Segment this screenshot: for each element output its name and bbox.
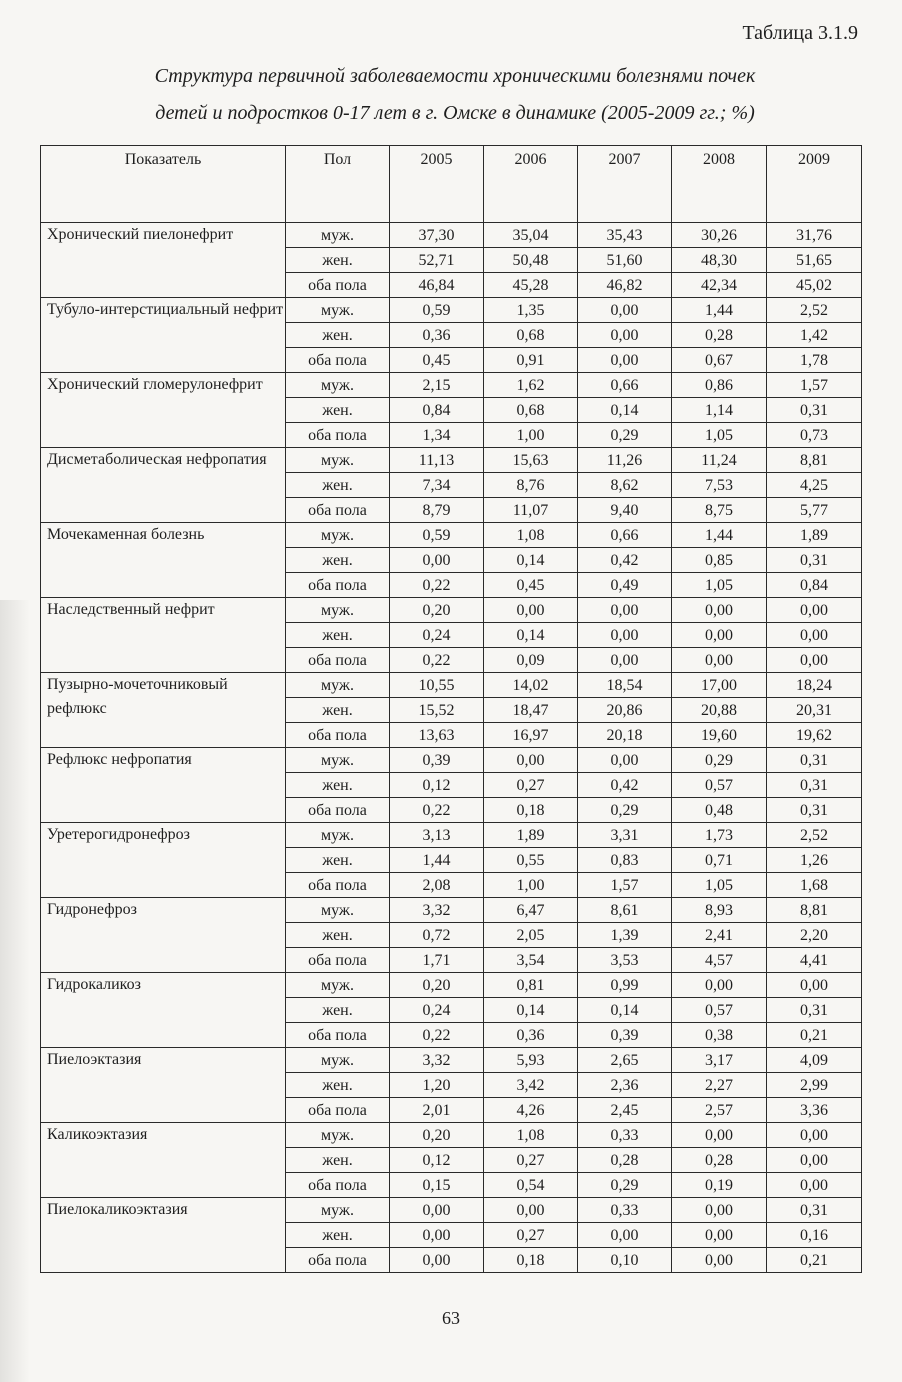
value-cell: 46,82 [578,273,672,298]
sex-cell: жен. [286,398,390,423]
value-cell: 2,20 [767,923,862,948]
value-cell: 1,34 [390,423,484,448]
value-cell: 0,28 [672,1148,767,1173]
value-cell: 42,34 [672,273,767,298]
sex-cell: муж. [286,673,390,698]
sex-cell: муж. [286,598,390,623]
value-cell: 0,20 [390,1123,484,1148]
value-cell: 1,73 [672,823,767,848]
value-cell: 0,00 [767,598,862,623]
value-cell: 1,44 [672,523,767,548]
value-cell: 4,57 [672,948,767,973]
value-cell: 0,33 [578,1198,672,1223]
value-cell: 0,14 [484,623,578,648]
value-cell: 19,62 [767,723,862,748]
value-cell: 0,31 [767,1198,862,1223]
sex-cell: оба пола [286,273,390,298]
value-cell: 5,77 [767,498,862,523]
value-cell: 8,81 [767,448,862,473]
value-cell: 0,22 [390,1023,484,1048]
value-cell: 0,00 [578,648,672,673]
value-cell: 0,71 [672,848,767,873]
value-cell: 0,00 [390,1223,484,1248]
value-cell: 0,22 [390,798,484,823]
value-cell: 1,00 [484,873,578,898]
table-row [41,898,862,923]
value-cell: 0,00 [672,1248,767,1273]
value-cell: 5,93 [484,1048,578,1073]
header-year: 2005 [390,146,484,223]
value-cell: 3,53 [578,948,672,973]
page-number: 63 [442,1308,460,1328]
value-cell: 0,54 [484,1173,578,1198]
sex-cell: муж. [286,523,390,548]
indicator-cell: Дисметаболическая нефропатия [41,448,286,523]
value-cell: 8,75 [672,498,767,523]
value-cell: 0,24 [390,623,484,648]
table-row [41,673,862,698]
value-cell: 0,00 [578,598,672,623]
value-cell: 0,68 [484,323,578,348]
value-cell: 15,52 [390,698,484,723]
sex-cell: жен. [286,1148,390,1173]
value-cell: 7,34 [390,473,484,498]
sex-cell: муж. [286,373,390,398]
header-row [41,146,862,223]
indicator-cell: Наследственный нефрит [41,598,286,673]
value-cell: 2,05 [484,923,578,948]
value-cell: 17,00 [672,673,767,698]
value-cell: 0,48 [672,798,767,823]
value-cell: 15,63 [484,448,578,473]
sex-cell: муж. [286,898,390,923]
value-cell: 1,57 [767,373,862,398]
value-cell: 3,36 [767,1098,862,1123]
sex-cell: оба пола [286,348,390,373]
value-cell: 0,21 [767,1248,862,1273]
value-cell: 0,31 [767,398,862,423]
table-row [41,1123,862,1148]
value-cell: 0,00 [672,623,767,648]
value-cell: 0,15 [390,1173,484,1198]
value-cell: 1,08 [484,1123,578,1148]
value-cell: 0,22 [390,648,484,673]
sex-cell: жен. [286,848,390,873]
header-year: 2009 [767,146,862,223]
table-row [41,1198,862,1223]
value-cell: 0,00 [578,348,672,373]
indicator-cell: Пиелоэктазия [41,1048,286,1123]
value-cell: 0,36 [390,323,484,348]
sex-cell: жен. [286,773,390,798]
value-cell: 0,00 [390,1198,484,1223]
value-cell: 0,28 [578,1148,672,1173]
value-cell: 0,12 [390,773,484,798]
sex-cell: муж. [286,823,390,848]
value-cell: 0,31 [767,798,862,823]
value-cell: 9,40 [578,498,672,523]
value-cell: 0,00 [767,1173,862,1198]
value-cell: 0,19 [672,1173,767,1198]
value-cell: 1,42 [767,323,862,348]
sex-cell: муж. [286,748,390,773]
value-cell: 0,29 [578,1173,672,1198]
value-cell: 1,05 [672,873,767,898]
value-cell: 1,14 [672,398,767,423]
value-cell: 7,53 [672,473,767,498]
header-sex: Пол [286,146,390,223]
table-row [41,598,862,623]
sex-cell: жен. [286,1073,390,1098]
value-cell: 20,86 [578,698,672,723]
indicator-cell: Гидронефроз [41,898,286,973]
value-cell: 1,89 [484,823,578,848]
value-cell: 0,83 [578,848,672,873]
value-cell: 1,20 [390,1073,484,1098]
sex-cell: жен. [286,473,390,498]
value-cell: 1,05 [672,573,767,598]
value-cell: 20,88 [672,698,767,723]
table-title-line-1: Структура первичной заболеваемости хроническими болезнями почек [154,65,756,87]
value-cell: 1,00 [484,423,578,448]
value-cell: 0,29 [578,798,672,823]
value-cell: 0,18 [484,1248,578,1273]
header-year: 2007 [578,146,672,223]
value-cell: 0,59 [390,523,484,548]
sex-cell: оба пола [286,798,390,823]
sex-cell: жен. [286,248,390,273]
value-cell: 2,36 [578,1073,672,1098]
value-cell: 8,81 [767,898,862,923]
value-cell: 0,31 [767,773,862,798]
value-cell: 0,00 [672,973,767,998]
value-cell: 0,45 [484,573,578,598]
value-cell: 0,67 [672,348,767,373]
value-cell: 11,13 [390,448,484,473]
value-cell: 0,86 [672,373,767,398]
sex-cell: жен. [286,548,390,573]
value-cell: 0,00 [672,1198,767,1223]
value-cell: 0,59 [390,298,484,323]
morbidity-table [40,145,862,1273]
value-cell: 3,32 [390,1048,484,1073]
value-cell: 3,42 [484,1073,578,1098]
value-cell: 0,18 [484,798,578,823]
header-year: 2008 [672,146,767,223]
table-row [41,448,862,473]
value-cell: 2,57 [672,1098,767,1123]
value-cell: 8,76 [484,473,578,498]
value-cell: 0,29 [672,748,767,773]
value-cell: 0,00 [578,298,672,323]
value-cell: 0,00 [672,648,767,673]
value-cell: 0,49 [578,573,672,598]
value-cell: 0,33 [578,1123,672,1148]
value-cell: 0,36 [484,1023,578,1048]
value-cell: 0,73 [767,423,862,448]
value-cell: 48,30 [672,248,767,273]
value-cell: 0,14 [484,998,578,1023]
value-cell: 31,76 [767,223,862,248]
value-cell: 8,61 [578,898,672,923]
value-cell: 0,42 [578,773,672,798]
value-cell: 0,14 [578,998,672,1023]
value-cell: 35,04 [484,223,578,248]
value-cell: 0,66 [578,373,672,398]
value-cell: 6,47 [484,898,578,923]
value-cell: 20,31 [767,698,862,723]
value-cell: 1,35 [484,298,578,323]
value-cell: 0,39 [578,1023,672,1048]
table-label: Таблица 3.1.9 [742,22,858,44]
value-cell: 0,00 [672,1223,767,1248]
value-cell: 45,02 [767,273,862,298]
value-cell: 0,16 [767,1223,862,1248]
value-cell: 8,62 [578,473,672,498]
value-cell: 0,81 [484,973,578,998]
sex-cell: оба пола [286,498,390,523]
value-cell: 35,43 [578,223,672,248]
value-cell: 0,31 [767,548,862,573]
sex-cell: муж. [286,298,390,323]
table-row [41,523,862,548]
table-row [41,223,862,248]
value-cell: 1,78 [767,348,862,373]
table-row [41,373,862,398]
value-cell: 0,57 [672,998,767,1023]
value-cell: 14,02 [484,673,578,698]
indicator-cell: Гидрокаликоз [41,973,286,1048]
value-cell: 2,15 [390,373,484,398]
indicator-cell: Пузырно-мочеточниковый рефлюкс [41,673,286,748]
value-cell: 0,09 [484,648,578,673]
value-cell: 0,00 [767,1123,862,1148]
value-cell: 0,85 [672,548,767,573]
value-cell: 13,63 [390,723,484,748]
header-indicator: Показатель [41,146,286,223]
value-cell: 0,27 [484,1148,578,1173]
value-cell: 0,00 [767,973,862,998]
sex-cell: оба пола [286,723,390,748]
value-cell: 0,00 [484,748,578,773]
value-cell: 1,89 [767,523,862,548]
value-cell: 37,30 [390,223,484,248]
value-cell: 51,60 [578,248,672,273]
sex-cell: жен. [286,698,390,723]
value-cell: 0,72 [390,923,484,948]
value-cell: 1,44 [390,848,484,873]
value-cell: 1,44 [672,298,767,323]
value-cell: 4,09 [767,1048,862,1073]
value-cell: 2,99 [767,1073,862,1098]
value-cell: 0,57 [672,773,767,798]
value-cell: 0,91 [484,348,578,373]
value-cell: 0,00 [578,1223,672,1248]
table-row [41,973,862,998]
value-cell: 0,00 [767,623,862,648]
value-cell: 0,00 [767,648,862,673]
value-cell: 0,20 [390,598,484,623]
sex-cell: жен. [286,323,390,348]
value-cell: 0,00 [578,623,672,648]
indicator-cell: Уретерогидронефроз [41,823,286,898]
value-cell: 0,84 [390,398,484,423]
table-row [41,748,862,773]
value-cell: 2,45 [578,1098,672,1123]
value-cell: 0,10 [578,1248,672,1273]
value-cell: 0,27 [484,773,578,798]
value-cell: 3,31 [578,823,672,848]
value-cell: 11,07 [484,498,578,523]
table-title-line-2: детей и подростков 0-17 лет в г. Омске в динамике (2005-2009 гг.; %) [155,102,755,124]
value-cell: 3,32 [390,898,484,923]
value-cell: 3,13 [390,823,484,848]
value-cell: 0,00 [672,598,767,623]
value-cell: 0,00 [484,598,578,623]
indicator-cell: Мочекаменная болезнь [41,523,286,598]
value-cell: 0,00 [578,748,672,773]
value-cell: 50,48 [484,248,578,273]
value-cell: 2,08 [390,873,484,898]
value-cell: 0,38 [672,1023,767,1048]
value-cell: 4,26 [484,1098,578,1123]
value-cell: 52,71 [390,248,484,273]
table-title [40,58,870,132]
value-cell: 0,66 [578,523,672,548]
value-cell: 0,12 [390,1148,484,1173]
value-cell: 8,79 [390,498,484,523]
sex-cell: оба пола [286,1173,390,1198]
value-cell: 4,41 [767,948,862,973]
sex-cell: оба пола [286,648,390,673]
value-cell: 18,47 [484,698,578,723]
value-cell: 18,54 [578,673,672,698]
value-cell: 0,00 [390,548,484,573]
value-cell: 0,31 [767,748,862,773]
indicator-cell: Рефлюкс нефропатия [41,748,286,823]
sex-cell: оба пола [286,423,390,448]
value-cell: 2,01 [390,1098,484,1123]
value-cell: 1,57 [578,873,672,898]
value-cell: 1,05 [672,423,767,448]
value-cell: 51,65 [767,248,862,273]
value-cell: 0,29 [578,423,672,448]
value-cell: 1,39 [578,923,672,948]
sex-cell: муж. [286,1198,390,1223]
value-cell: 0,14 [578,398,672,423]
sex-cell: жен. [286,623,390,648]
value-cell: 45,28 [484,273,578,298]
table-row [41,823,862,848]
sex-cell: оба пола [286,1248,390,1273]
value-cell: 4,25 [767,473,862,498]
indicator-cell: Каликоэктазия [41,1123,286,1198]
value-cell: 0,00 [767,1148,862,1173]
value-cell: 0,24 [390,998,484,1023]
value-cell: 1,62 [484,373,578,398]
sex-cell: жен. [286,923,390,948]
value-cell: 0,27 [484,1223,578,1248]
value-cell: 2,65 [578,1048,672,1073]
value-cell: 16,97 [484,723,578,748]
indicator-cell: Пиелокаликоэктазия [41,1198,286,1273]
table-row [41,1048,862,1073]
value-cell: 1,26 [767,848,862,873]
value-cell: 2,27 [672,1073,767,1098]
value-cell: 0,22 [390,573,484,598]
sex-cell: муж. [286,973,390,998]
value-cell: 0,31 [767,998,862,1023]
value-cell: 1,08 [484,523,578,548]
value-cell: 20,18 [578,723,672,748]
value-cell: 8,93 [672,898,767,923]
indicator-cell: Тубуло-интерстициальный нефрит [41,298,286,373]
value-cell: 0,00 [390,1248,484,1273]
value-cell: 11,26 [578,448,672,473]
value-cell: 3,17 [672,1048,767,1073]
sex-cell: оба пола [286,948,390,973]
header-year: 2006 [484,146,578,223]
value-cell: 2,52 [767,823,862,848]
value-cell: 10,55 [390,673,484,698]
value-cell: 0,00 [672,1123,767,1148]
sex-cell: оба пола [286,1023,390,1048]
value-cell: 2,52 [767,298,862,323]
page-spine-shadow [0,600,30,1382]
value-cell: 19,60 [672,723,767,748]
value-cell: 0,20 [390,973,484,998]
sex-cell: оба пола [286,873,390,898]
indicator-cell: Хронический пиелонефрит [41,223,286,298]
sex-cell: муж. [286,448,390,473]
value-cell: 30,26 [672,223,767,248]
sex-cell: муж. [286,223,390,248]
value-cell: 3,54 [484,948,578,973]
indicator-cell: Хронический гломерулонефрит [41,373,286,448]
value-cell: 0,21 [767,1023,862,1048]
value-cell: 0,00 [484,1198,578,1223]
value-cell: 0,68 [484,398,578,423]
value-cell: 1,71 [390,948,484,973]
value-cell: 0,42 [578,548,672,573]
value-cell: 0,45 [390,348,484,373]
table-row [41,298,862,323]
value-cell: 0,84 [767,573,862,598]
value-cell: 0,14 [484,548,578,573]
sex-cell: жен. [286,1223,390,1248]
sex-cell: жен. [286,998,390,1023]
value-cell: 46,84 [390,273,484,298]
value-cell: 18,24 [767,673,862,698]
sex-cell: муж. [286,1123,390,1148]
value-cell: 0,55 [484,848,578,873]
sex-cell: оба пола [286,573,390,598]
value-cell: 2,41 [672,923,767,948]
sex-cell: муж. [286,1048,390,1073]
value-cell: 0,00 [578,323,672,348]
value-cell: 11,24 [672,448,767,473]
value-cell: 0,28 [672,323,767,348]
sex-cell: оба пола [286,1098,390,1123]
value-cell: 1,68 [767,873,862,898]
value-cell: 0,99 [578,973,672,998]
value-cell: 0,39 [390,748,484,773]
